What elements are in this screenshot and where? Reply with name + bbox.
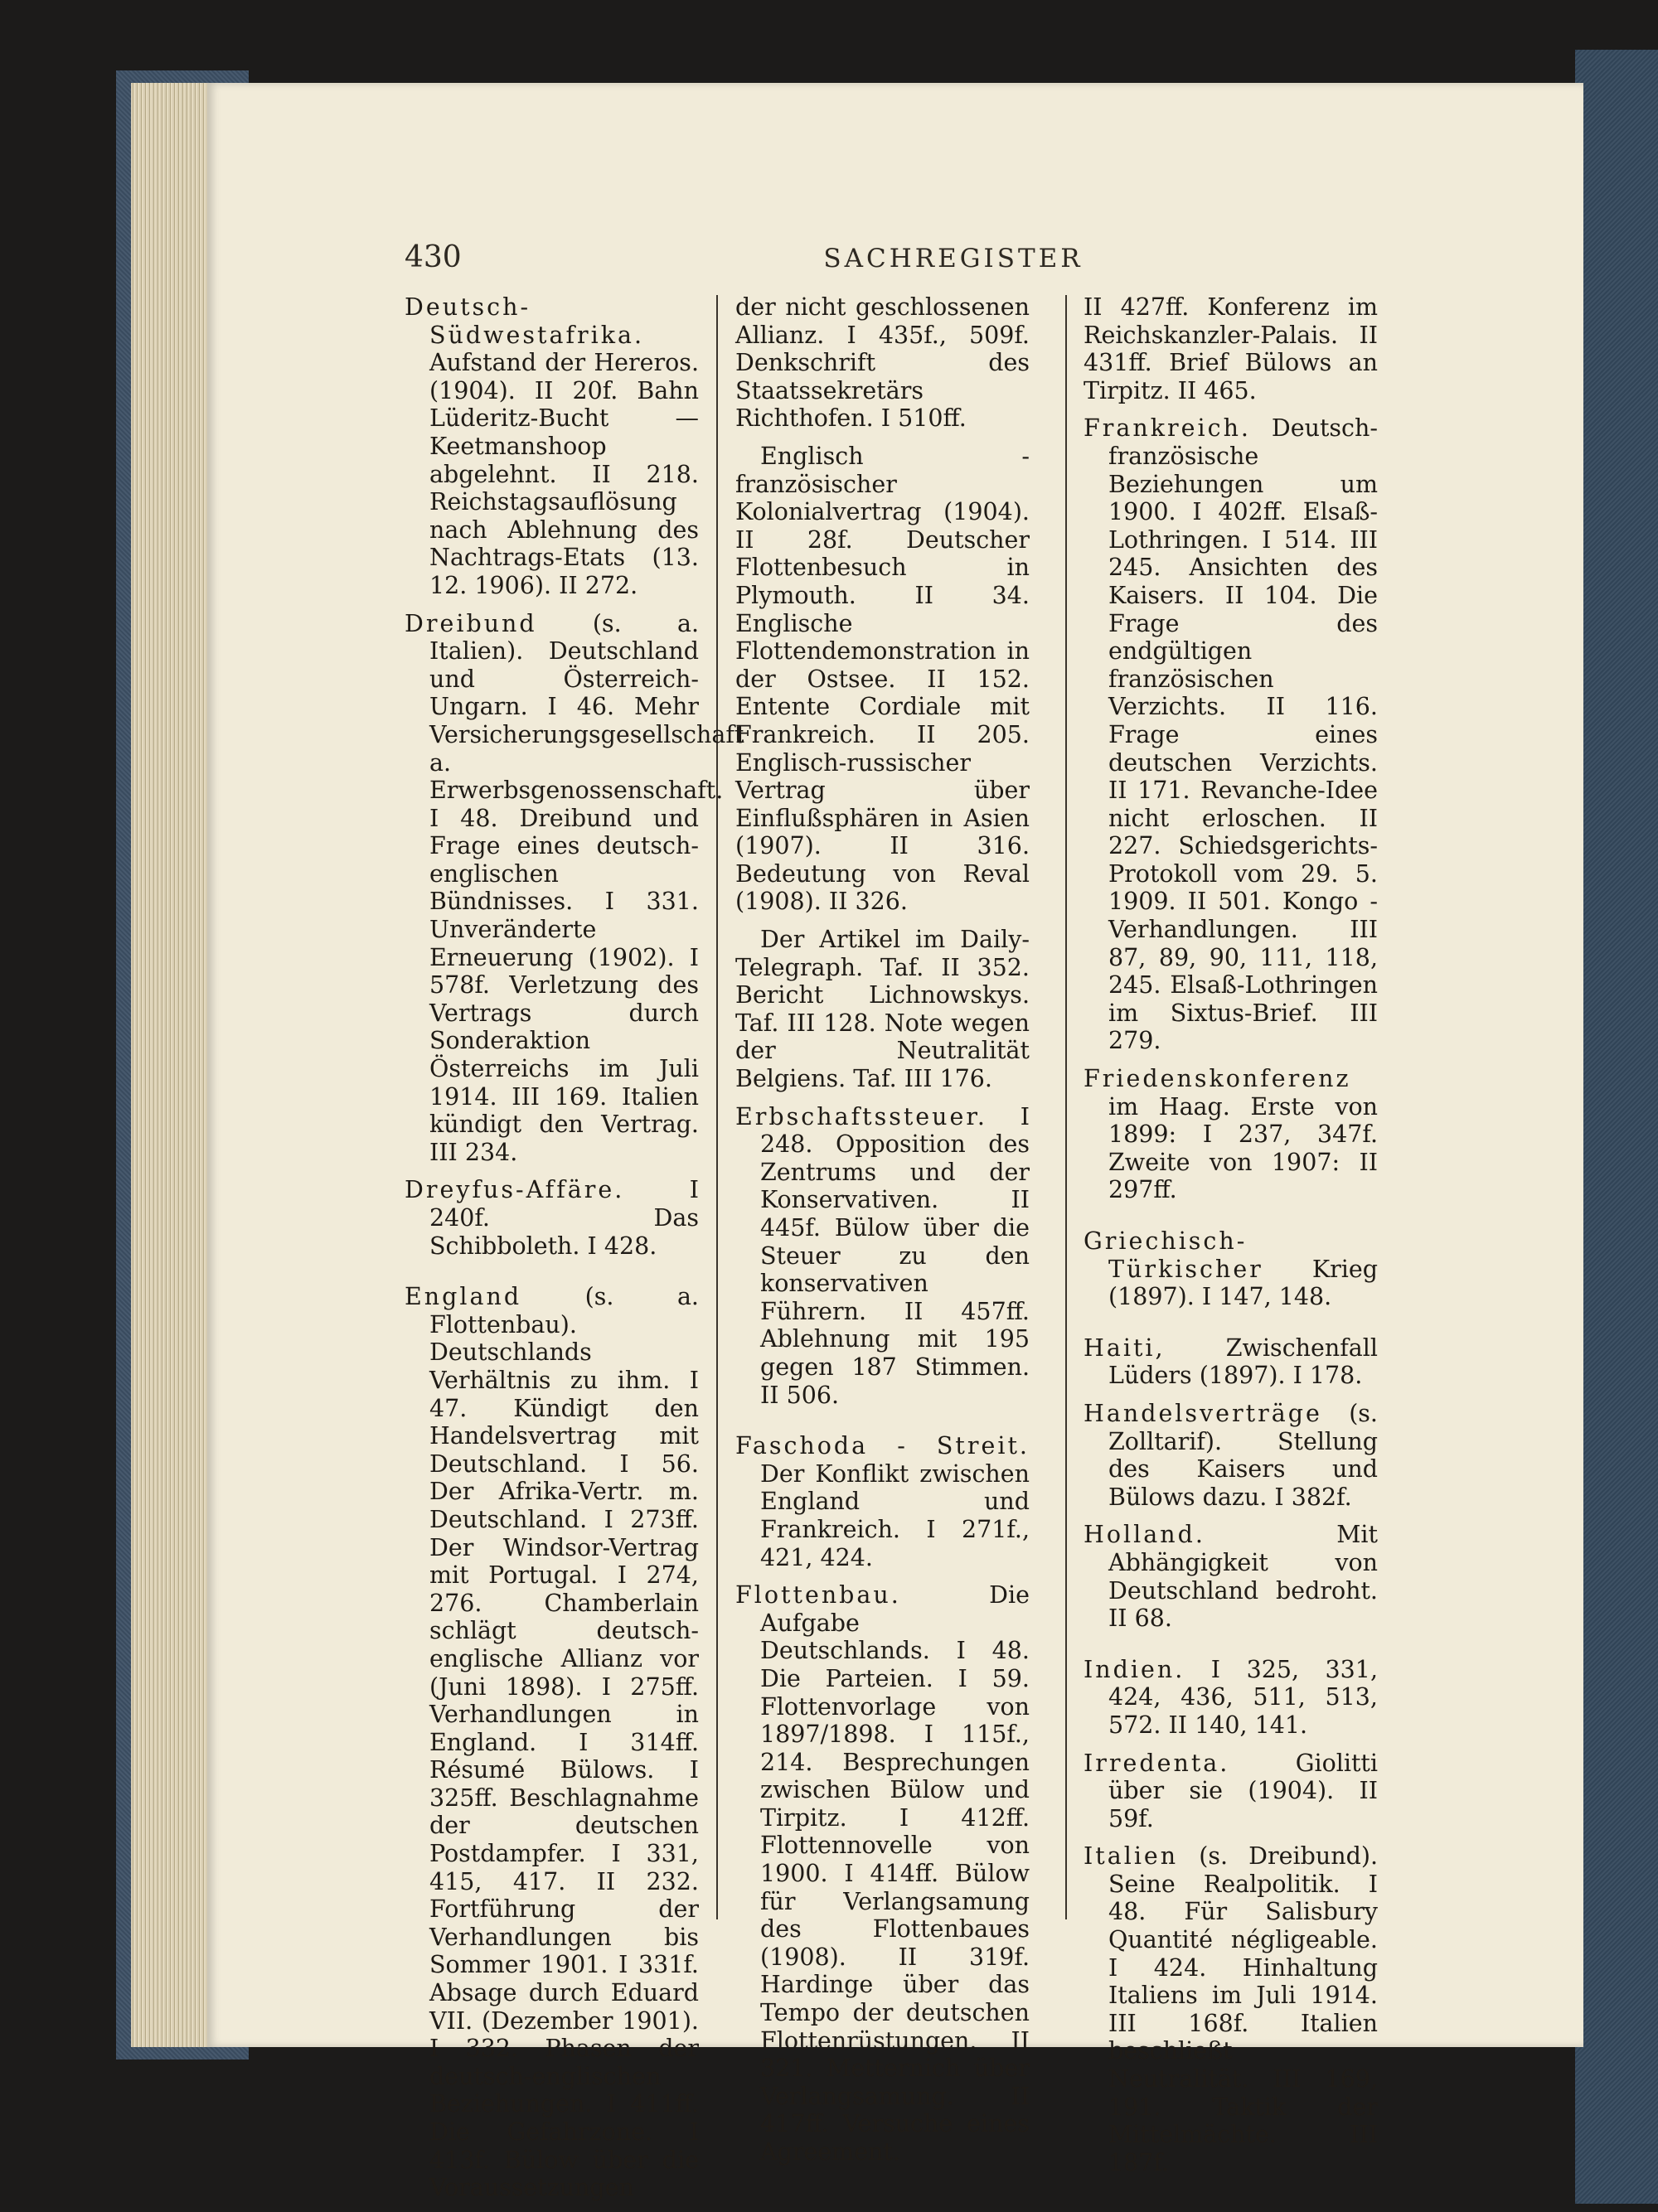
index-text: I 248. Opposition des Zentrums und der Konservativen. II 445f. Bülow über die Steuer zu den konservativen Führern. II 457ff. Ablehnung mit 195 gegen 187 Stimmen. II 506.: [760, 1102, 1030, 1409]
index-term: Flottenbau.: [735, 1581, 901, 1609]
column-divider: [1065, 295, 1067, 1919]
index-term: Holland.: [1084, 1521, 1205, 1549]
index-entry: [1084, 414, 1378, 1055]
index-entry: [735, 1432, 1030, 1571]
index-subentry: Englisch - französischer Kolonialvertrag (1904). II 28f. Deutscher Flottenbesuch in Plymouth. II 34. Englische Flottendemonstration in der Ostsee. II 152. Entente Cordiale mit Frankreich. II 205. Englisch-russischer Vertrag über Einflußsphären in Asien (1907). II 316. Bedeutung von Reval (1908). II 326.: [735, 442, 1030, 916]
index-entry: [735, 1581, 1030, 2166]
index-term: Friedenskonferenz: [1084, 1065, 1351, 1093]
column-divider: [716, 295, 718, 1919]
index-text: Der Konflikt zwischen England und Frankreich. I 271f., 421, 424.: [760, 1459, 1030, 1571]
index-term: Haiti,: [1084, 1333, 1166, 1362]
index-text: I 325, 331, 424, 436, 511, 513, 572. II 140, 141.: [1108, 1655, 1379, 1739]
index-text: Die Aufgabe Deutschlands. I 48. Die Parteien. I 59. Flottenvorlage von 1897/1898. I 115f., 214. Besprechungen zwischen Bülow und Tirpitz. I 412ff. Flottennovelle von 1900. I 414ff. Bülow für Verlangsamung des Flottenbaues (1908). II 319f. Hardinge über das Tempo der deutschen Flottenrüstungen. II 321. Metternich über Verlangsamung. II 417ff. Versuche eines Agreement.: [760, 1581, 1030, 2166]
index-text: Krieg (1897). I 147, 148.: [1108, 1255, 1378, 1311]
index-entry: [405, 293, 699, 600]
index-entry: [1084, 1750, 1378, 1833]
index-term: Dreyfus-Affäre.: [405, 1176, 625, 1204]
index-continuation: II 427ff. Konferenz im Reichskanzler-Palais. II 431ff. Brief Bülows an Tirpitz. II 465.: [1084, 293, 1378, 404]
index-text: (s. a. Flottenbau). Deutschlands Verhältnis zu ihm. I 47. Kündigt den Handelsvertrag mit Deutschland. I 56. Der Afrika-Vertr. m. Deutschland. I 273ff. Der Windsor-Vertrag mit Portugal. I 274, 276. Chamberlain schlägt deutsch-englische Allianz vor (Juni 1898). I 275ff. Verhandlungen in England. I 314ff. Résumé Bülows. I 325ff. Beschlagnahme der deutschen Postdampfer. I 331, 415, 417. II 232. Fortführung der Verhandlungen bis Sommer 1901. I 331f. Absage durch Eduard VII. (Dezember 1901). I 332. Phasen der deutsch-englischen Beziehungen. I 411ff. Die Gefahrzone. I 413f. Bülow über die Voraussetzungen: [429, 1283, 699, 2202]
index-entry: [1084, 1521, 1378, 1632]
index-entry: [735, 1103, 1030, 1410]
index-term: Italien: [1084, 1842, 1179, 1871]
index-column-1: [405, 293, 744, 2212]
index-term: Erbschaftssteuer.: [735, 1102, 987, 1130]
index-text: (s. a. Italien). Deutschland und Österreich-Ungarn. I 46. Mehr Versicherungsgesellschaft a. Erwerbsgenossenschaft. I 48. Dreibund und Frage eines deutsch-englischen Bündnisses. I 331. Unveränderte Erneuerung (1902). I 578f. Verletzung des Vertrags durch Sonderaktion Österreichs im Juli 1914. III 169. Italien kündigt den Vertrag. III 234.: [429, 609, 744, 1166]
index-entry: [1084, 1842, 1378, 2176]
index-entry: [405, 609, 744, 1167]
index-entry: [1084, 1227, 1378, 1311]
index-entry: [405, 1283, 699, 2202]
index-text: Mit Abhängigkeit von Deutschland bedroht. II 68.: [1108, 1521, 1378, 1633]
index-term: Frankreich.: [1084, 414, 1251, 443]
index-text: im Haag. Erste von 1899: I 237, 347f. Zweite von 1907: II 297ff.: [1108, 1092, 1378, 1204]
index-entry: [405, 1176, 699, 1260]
book-page: [207, 83, 1583, 2202]
index-continuation: der nicht geschlossenen Allianz. I 435f., 509f. Denkschrift des Staatssekretärs Richthofen. I 510ff.: [735, 293, 1030, 433]
page-number: 430: [405, 240, 462, 274]
index-text: (s. Dreibund). Seine Realpolitik. I 48. Für Salisbury Quantité négligeable. I 424. Hinhaltung Italiens im Juli 1914. III 168f. Italien beschließt Neutralität. III 169, 191. Taktik der Mittelmächte. III 187f.: [1108, 1842, 1378, 2176]
index-term: Deutsch-Südwestafrika.: [405, 293, 645, 349]
index-term: Dreibund: [405, 609, 537, 637]
index-subentry: Der Artikel im Daily-Telegraph. Taf. II 352. Bericht Lichnowskys. Taf. III 128. Note wegen der Neutralität Belgiens. Taf. III 176.: [735, 926, 1030, 1093]
index-entry: [1084, 1656, 1378, 1740]
index-column-3: [1084, 293, 1378, 2186]
index-term: Irredenta.: [1084, 1749, 1230, 1777]
index-term: Griechisch-Türkischer: [1084, 1227, 1263, 1283]
index-term: Handelsverträge: [1084, 1399, 1322, 1427]
index-entry: [1084, 1334, 1378, 1390]
index-text: Zwischenfall Lüders (1897). I 178.: [1108, 1333, 1378, 1390]
index-text: I 240f. Das Schibboleth. I 428.: [429, 1176, 699, 1260]
index-entry: [1084, 1065, 1378, 1204]
book-cover-right: [1575, 50, 1658, 2204]
index-term: Indien.: [1084, 1655, 1185, 1683]
page-header: [207, 240, 1583, 290]
running-title: SACHREGISTER: [823, 244, 1084, 273]
index-entry: [1084, 1400, 1378, 1511]
index-text: (s. Zolltarif). Stellung des Kaisers und Bülows dazu. I 382f.: [1108, 1399, 1378, 1511]
page-edges: [131, 83, 210, 2047]
index-text: Aufstand der Hereros. (1904). II 20f. Bahn Lüderitz-Bucht — Keetmanshoop abgelehnt. II 218. Reichstagsauflösung nach Ablehnung des Nachtrags-Etats (13. 12. 1906). II 272.: [429, 349, 699, 599]
index-text: Giolitti über sie (1904). II 59f.: [1108, 1749, 1378, 1832]
index-text: Deutsch-französische Beziehungen um 1900. I 402ff. Elsaß-Lothringen. I 514. III 245. Ansichten des Kaisers. II 104. Die Frage des endgültigen französischen Verzichts. II 116. Frage eines deutschen Verzichts. II 171. Revanche-Idee nicht erloschen. II 227. Schiedsgerichts-Protokoll vom 29. 5. 1909. II 501. Kongo - Verhandlungen. III 87, 89, 90, 111, 118, 245. Elsaß-Lothringen im Sixtus-Brief. III 279.: [1108, 414, 1378, 1055]
index-term: England: [405, 1283, 522, 1311]
index-column-2: [735, 293, 1030, 2176]
index-term: Faschoda - Streit.: [735, 1432, 1030, 1460]
